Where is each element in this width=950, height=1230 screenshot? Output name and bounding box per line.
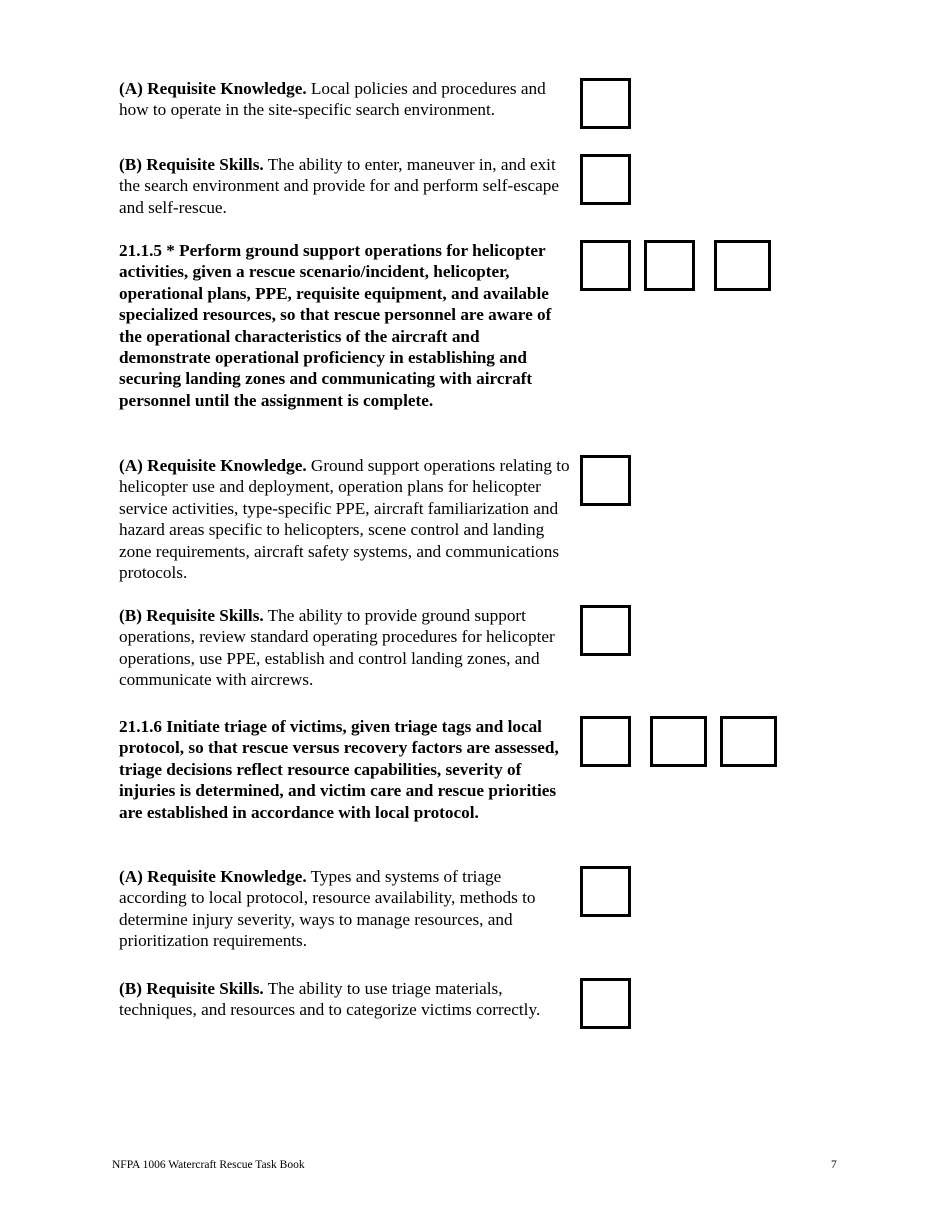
signoff-checkbox[interactable] <box>580 78 631 129</box>
requisite-knowledge-text: Local policies and procedures and how to operate in the site-specific search environment. <box>119 79 546 120</box>
signoff-checkbox[interactable] <box>580 866 631 917</box>
requisite-knowledge-text: Types and systems of triage according to local protocol, resource availability, methods to determine injury severity, ways to manage resources, and prioritization requirements. <box>119 867 536 951</box>
signoff-checkbox-1[interactable] <box>580 716 631 767</box>
signoff-checkbox-3[interactable] <box>714 240 771 291</box>
requisite-knowledge-paragraph <box>119 78 571 121</box>
requisite-knowledge-paragraph <box>119 866 571 952</box>
requisite-knowledge-label: (A) Requisite Knowledge. <box>119 456 307 475</box>
signoff-checkbox-1[interactable] <box>580 240 631 291</box>
signoff-checkbox-2[interactable] <box>644 240 695 291</box>
requisite-skills-label: (B) Requisite Skills. <box>119 979 264 998</box>
footer-document-title: NFPA 1006 Watercraft Rescue Task Book <box>112 1159 305 1171</box>
requisite-skills-text: The ability to provide ground support operations, review standard operating procedures for helicopter operations, use PPE, establish and control landing zones, and communicate with aircrews. <box>119 606 555 690</box>
requisite-skills-text: The ability to enter, maneuver in, and exit the search environment and provide for and perform self-escape and self-rescue. <box>119 155 560 217</box>
requisite-knowledge-paragraph <box>119 455 571 583</box>
requisite-knowledge-label: (A) Requisite Knowledge. <box>119 867 307 886</box>
signoff-checkbox[interactable] <box>580 605 631 656</box>
jpr-21-1-5-statement: 21.1.5 * Perform ground support operations for helicopter activities, given a rescue scenario/incident, helicopter, operational plans, PPE, requisite equipment, and available specialized resources, so that rescue personnel are aware of the operational characteristics of the aircraft and demonstrate operational proficiency in establishing and securing landing zones and communicating with aircraft personnel until the assignment is complete. <box>119 241 552 410</box>
requisite-skills-paragraph <box>119 154 571 218</box>
requisite-skills-paragraph <box>119 978 571 1021</box>
requisite-skills-label: (B) Requisite Skills. <box>119 155 264 174</box>
signoff-checkbox-2[interactable] <box>650 716 707 767</box>
jpr-21-1-6-statement: 21.1.6 Initiate triage of victims, given triage tags and local protocol, so that rescue versus recovery factors are assessed, triage decisions reflect resource capabilities, severity of injuries is determined, and victim care and rescue priorities are established in accordance with local protocol. <box>119 717 559 822</box>
requisite-skills-text: The ability to use triage materials, techniques, and resources and to categorize victims correctly. <box>119 979 541 1020</box>
footer-page-number: 7 <box>831 1159 837 1171</box>
signoff-checkbox[interactable] <box>580 154 631 205</box>
requisite-knowledge-text: Ground support operations relating to helicopter use and deployment, operation plans for helicopter service activities, type-specific PPE, aircraft familiarization and hazard areas specific to helicopters, scene control and landing zone requirements, aircraft safety systems, and communications protocols. <box>119 456 570 583</box>
requisite-knowledge-label: (A) Requisite Knowledge. <box>119 79 307 98</box>
signoff-checkbox-3[interactable] <box>720 716 777 767</box>
requisite-skills-label: (B) Requisite Skills. <box>119 606 264 625</box>
signoff-checkbox[interactable] <box>580 455 631 506</box>
signoff-checkbox[interactable] <box>580 978 631 1029</box>
requisite-skills-paragraph <box>119 605 571 691</box>
